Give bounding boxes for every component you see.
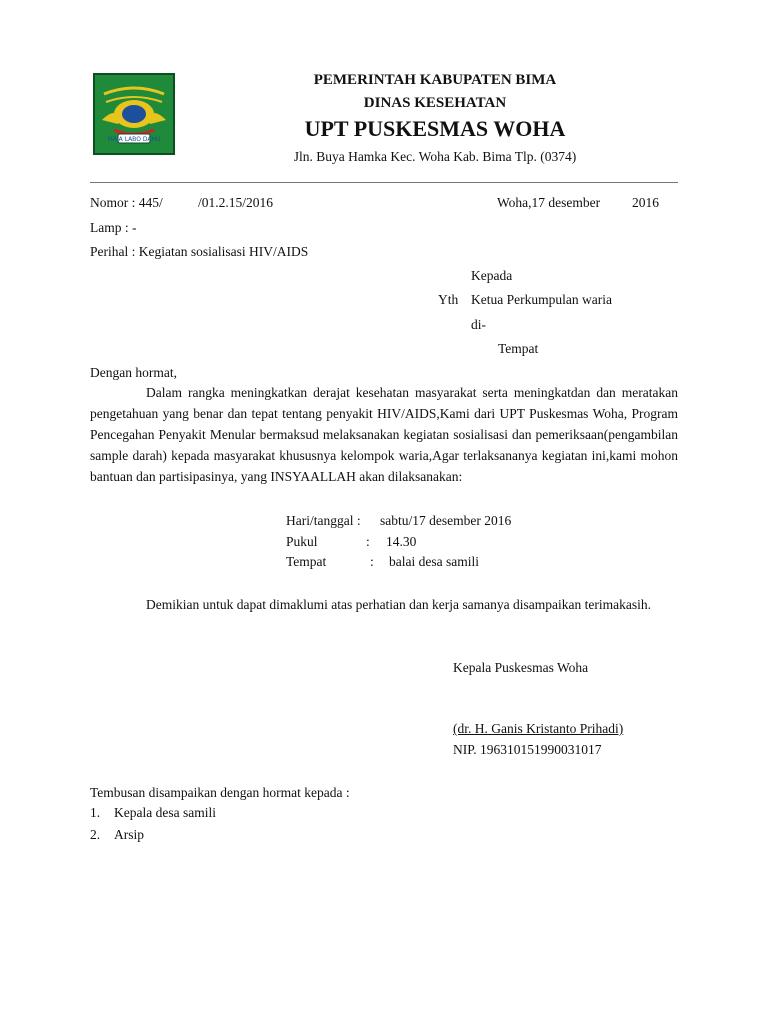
signature-name: (dr. H. Ganis Kristanto Prihadi) bbox=[453, 721, 624, 736]
recipient-name: Ketua Perkumpulan waria bbox=[471, 292, 612, 307]
list-item-number: 2. bbox=[90, 827, 101, 842]
svg-text:MAJA LABO DAHU: MAJA LABO DAHU bbox=[107, 136, 161, 143]
list-item-number: 1. bbox=[90, 805, 101, 820]
schedule-day-value: sabtu/17 desember 2016 bbox=[380, 513, 512, 528]
signature-title: Kepala Puskesmas Woha bbox=[453, 660, 589, 675]
cc-list bbox=[90, 802, 216, 846]
list-item bbox=[90, 824, 216, 846]
schedule-place-label: Tempat bbox=[286, 554, 327, 569]
list-item-text: Kepala desa samili bbox=[114, 805, 216, 820]
letter-number-label: Nomor : 445/ bbox=[90, 195, 163, 210]
signature-nip: NIP. 196310151990031017 bbox=[453, 742, 602, 757]
cc-heading: Tembusan disampaikan dengan hormat kepada : bbox=[90, 785, 350, 800]
schedule-time-label: Pukul bbox=[286, 534, 318, 549]
schedule-day-label: Hari/tanggal : bbox=[286, 513, 361, 528]
schedule-place-sep: : bbox=[370, 554, 374, 569]
letter-year: 2016 bbox=[632, 195, 659, 210]
schedule-time-sep: : bbox=[366, 534, 370, 549]
subject-line: Perihal : Kegiatan sosialisasi HIV/AIDS bbox=[90, 244, 309, 259]
header-address: Jln. Buya Hamka Kec. Woha Kab. Bima Tlp. (0374) bbox=[293, 149, 577, 164]
schedule-time-value: 14.30 bbox=[386, 534, 417, 549]
list-item-text: Arsip bbox=[114, 827, 144, 842]
body-paragraph: Dalam rangka meningkatkan derajat kesehatan masyarakat serta meningkatdan dan meratakan pengetahuan yang benar dan tepat tentang penyakit HIV/AIDS,Kami dari UPT Puskesmas Woha, Program Pencegahan Penyakit Menular bermaksud melaksanakan kegiatan sosialisasi dan pemeriksaan(pengambilan sample darah) kepada masyarakat khususnya kelompok waria,Agar terlaksananya kegiatan ini,kami mohon bantuan dan partisipasinya, yang INSYAALLAH akan dilaksanakan: bbox=[90, 385, 678, 484]
recipient-yth: Yth bbox=[438, 292, 459, 307]
salutation: Dengan hormat, bbox=[90, 365, 177, 380]
recipient-di: di- bbox=[471, 317, 486, 332]
letter-number-value: /01.2.15/2016 bbox=[198, 195, 274, 210]
attachment-line: Lamp : - bbox=[90, 220, 137, 235]
closing-paragraph: Demikian untuk dapat dimaklumi atas perhatian dan kerja samanya disampaikan terimakasih. bbox=[146, 597, 651, 612]
schedule-place-value: balai desa samili bbox=[389, 554, 479, 569]
regency-logo bbox=[92, 72, 176, 156]
header-department: DINAS KESEHATAN bbox=[363, 95, 507, 111]
recipient-kepada: Kepada bbox=[471, 268, 513, 283]
letter-place-date: Woha,17 desember bbox=[497, 195, 601, 210]
list-item bbox=[90, 802, 216, 824]
header-institution: UPT PUSKESMAS WOHA bbox=[304, 116, 566, 141]
header-government: PEMERINTAH KABUPATEN BIMA bbox=[313, 72, 557, 88]
header-divider bbox=[90, 182, 678, 183]
recipient-place: Tempat bbox=[498, 341, 539, 356]
